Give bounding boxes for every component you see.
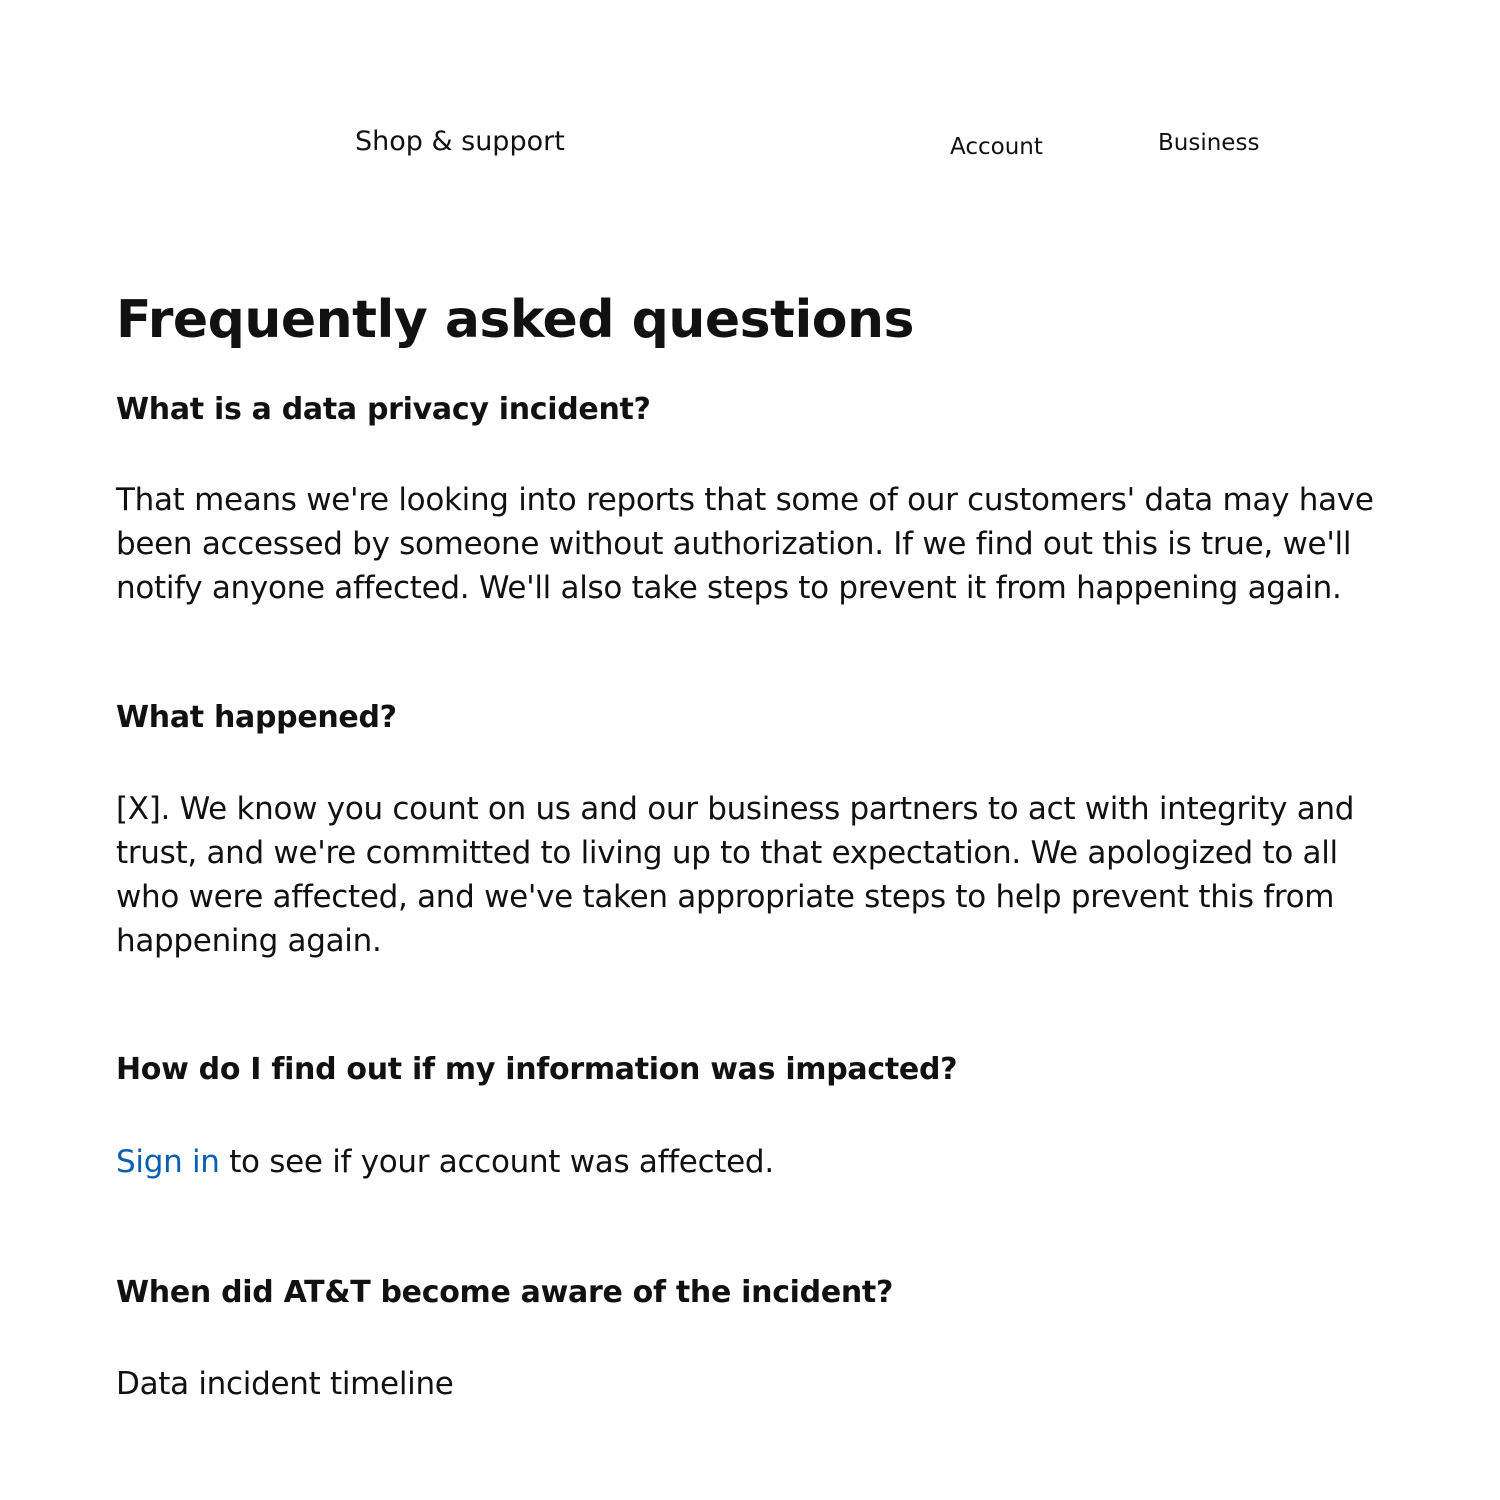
faq-answer [116,1140,1401,1184]
top-navigation [0,0,1500,200]
faq-answer: [X]. We know you count on us and our business partners to act with integrity and trust, and we're committed to living up to that expectation. We apologized to all who were affected, and we've taken appropriate steps to help prevent this from happening again. [116,791,1355,959]
faq-question: How do I find out if my information was impacted? [116,1052,958,1087]
sign-in-link[interactable]: Sign in [116,1144,220,1180]
page-title: Frequently asked questions [116,290,914,350]
nav-account-link[interactable]: Account [950,134,1043,160]
faq-question: What is a data privacy incident? [116,392,651,427]
faq-question: When did AT&T become aware of the incident? [116,1275,894,1310]
faq-answer: That means we're looking into reports that some of our customers' data may have been accessed by someone without authorization. If we find out this is true, we'll notify anyone affected. We'll also take steps to prevent it from happening again. [116,482,1374,606]
nav-shop-support-link[interactable]: Shop & support [355,126,565,157]
nav-business-link[interactable]: Business [1158,130,1260,156]
faq-answer-text: to see if your account was affected. [219,1144,774,1180]
faq-answer: Data incident timeline [116,1366,454,1402]
faq-question: What happened? [116,700,397,735]
